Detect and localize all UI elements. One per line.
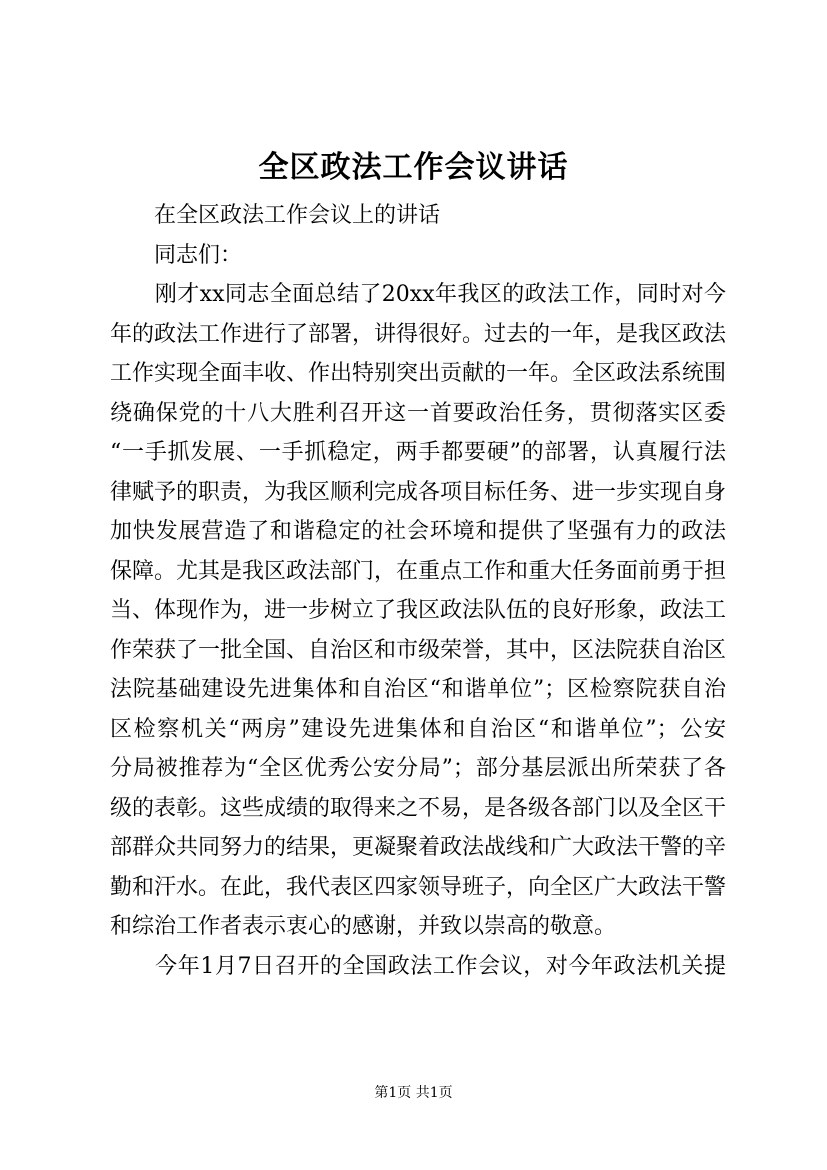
body-line: 部群众共同努力的结果，更凝聚着政法战线和广大政法干警的辛 [110, 835, 726, 860]
body-line: 加快发展营造了和谐稳定的社会环境和提供了坚强有力的政法 [110, 519, 726, 544]
body-line: 律赋予的职责，为我区顺利完成各项目标任务、进一步实现自身 [110, 479, 726, 505]
body-line: 法院基础建设先进集体和自治区“和谐单位”；区检察院获自治 [110, 677, 726, 702]
body-line: 绕确保党的十八大胜利召开这一首要政治任务，贯彻落实区委 [110, 400, 726, 426]
body-line: 勤和汗水。在此，我代表区四家领导班子，向全区广大政法干警 [110, 874, 726, 900]
body-line: 区检察机关“两房”建设先进集体和自治区“和谐单位”；公安 [110, 716, 726, 742]
body-line: 和综治工作者表示衷心的感谢，并致以崇高的敬意。 [110, 914, 617, 939]
body-line: 工作实现全面丰收、作出特别突出贡献的一年。全区政法系统围 [110, 361, 726, 386]
body-line: 级的表彰。这些成绩的取得来之不易，是各级各部门以及全区干 [110, 795, 726, 821]
body-line: 刚才xx同志全面总结了20xx年我区的政法工作，同时对今 [110, 282, 726, 307]
body-line: 分局被推荐为“全区优秀公安分局”；部分基层派出所荣获了各 [110, 756, 726, 781]
body-line: “一手抓发展、一手抓稳定，两手都要硬”的部署，认真履行法 [110, 440, 726, 465]
body-line: 当、体现作为，进一步树立了我区政法队伍的良好形象，政法工 [110, 598, 726, 623]
document-title: 全区政法工作会议讲话 [258, 150, 569, 185]
body-line: 作荣获了一批全国、自治区和市级荣誉，其中，区法院获自治区 [110, 637, 726, 663]
body-line: 保障。尤其是我区政法部门，在重点工作和重大任务面前勇于担 [110, 558, 726, 584]
body-line: 同志们： [110, 242, 243, 268]
document-body [110, 196, 726, 986]
body-line: 年的政法工作进行了部署，讲得很好。过去的一年，是我区政法 [110, 321, 726, 347]
body-line: 在全区政法工作会议上的讲话 [110, 203, 441, 228]
page-footer: 第1页 共1页 [374, 1085, 453, 1101]
body-line: 今年1月7日召开的全国政法工作会议，对今年政法机关提 [110, 953, 726, 979]
